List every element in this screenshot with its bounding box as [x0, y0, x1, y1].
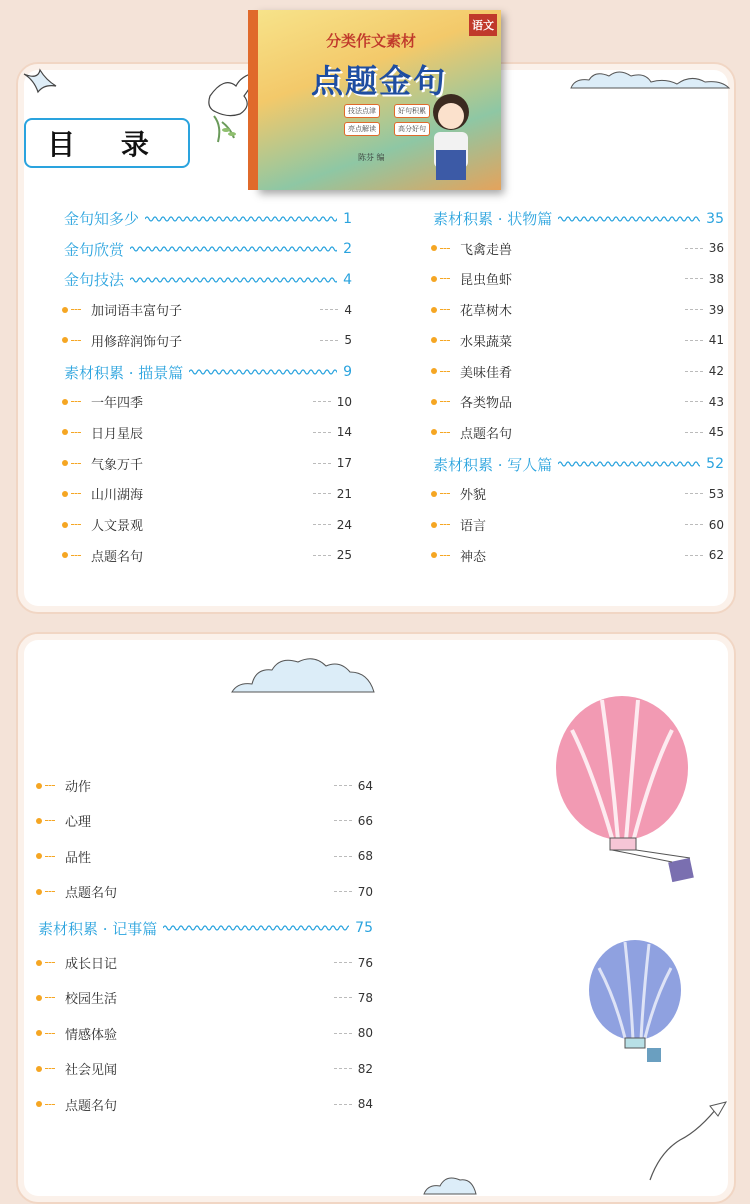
toc-item-label: 加词语丰富句子 — [91, 304, 183, 320]
toc-item[interactable] — [62, 515, 352, 534]
toc-item[interactable] — [36, 776, 373, 795]
toc-page-number: 4 — [344, 302, 352, 317]
toc-page-number: 17 — [336, 456, 352, 471]
page-leader — [334, 1068, 352, 1069]
toc-item[interactable] — [62, 546, 352, 565]
toc-heading-label: 素材积累 · 状物篇 — [433, 210, 553, 228]
toc-item[interactable] — [431, 300, 724, 319]
bullet-icon — [62, 491, 68, 497]
bullet-dash — [45, 1068, 55, 1069]
page-leader — [334, 1033, 352, 1034]
bullet-icon — [36, 995, 42, 1001]
wave-divider — [145, 214, 337, 224]
wave-divider — [189, 367, 337, 377]
toc-page-number: 62 — [708, 548, 724, 563]
toc-item[interactable] — [62, 423, 352, 442]
toc-item[interactable] — [431, 362, 724, 381]
book-badge: 高分好句 — [394, 122, 430, 136]
bullet-icon — [431, 245, 437, 251]
toc-page-number: 84 — [357, 1097, 373, 1112]
bullet-dash — [71, 555, 81, 556]
page-leader — [334, 997, 352, 998]
toc-page-number: 75 — [355, 920, 373, 937]
wave-divider — [558, 214, 700, 224]
toc-page-number: 2 — [343, 241, 352, 258]
toc-item-label: 美味佳肴 — [460, 365, 513, 381]
bullet-icon — [36, 1066, 42, 1072]
toc-item-label: 花草树木 — [460, 304, 513, 320]
toc-title — [24, 118, 190, 168]
bullet-dash — [440, 340, 450, 341]
toc-item[interactable] — [36, 1024, 373, 1043]
bullet-icon — [36, 853, 42, 859]
toc-item[interactable] — [36, 1059, 373, 1078]
girl-reading-illustration — [416, 90, 486, 185]
toc-section-heading[interactable] — [64, 362, 352, 383]
bullet-icon — [431, 399, 437, 405]
bullet-dash — [440, 493, 450, 494]
bullet-dash — [440, 278, 450, 279]
toc-item-label: 语言 — [460, 519, 487, 534]
toc-page-number: 5 — [344, 333, 352, 348]
page-leader — [685, 278, 703, 279]
bullet-dash — [71, 309, 81, 310]
bullet-dash — [71, 524, 81, 525]
toc-item-label: 心理 — [65, 815, 92, 831]
page-leader — [313, 555, 331, 556]
book-subtitle: 分类作文素材 — [326, 32, 417, 50]
toc-item-label: 点题名句 — [65, 886, 118, 902]
page-leader — [320, 309, 338, 310]
wave-line — [124, 244, 343, 254]
toc-page-number: 39 — [708, 302, 724, 317]
toc-heading-label: 金句知多少 — [64, 210, 140, 228]
page-leader — [334, 856, 352, 857]
bullet-icon — [62, 307, 68, 313]
subject-tag: 语文 — [469, 14, 497, 36]
bullet-dash — [71, 463, 81, 464]
bullet-dash — [45, 820, 55, 821]
bullet-icon — [36, 960, 42, 966]
paper-airplane-trail-icon — [640, 1100, 730, 1190]
bullet-icon — [62, 337, 68, 343]
wave-divider — [163, 923, 349, 933]
bullet-dash — [440, 371, 450, 372]
page-leader — [334, 962, 352, 963]
toc-item[interactable] — [431, 331, 724, 350]
wave-line — [552, 459, 706, 469]
page-leader — [685, 248, 703, 249]
page-leader — [334, 1104, 352, 1105]
toc-item[interactable] — [431, 269, 724, 288]
book-spine — [248, 10, 258, 190]
toc-page-number: 53 — [708, 486, 724, 501]
toc-page-number: 4 — [343, 271, 352, 288]
toc-item[interactable] — [431, 239, 724, 258]
bullet-dash — [440, 524, 450, 525]
bullet-icon — [36, 818, 42, 824]
toc-item[interactable] — [36, 811, 373, 830]
page-leader — [685, 524, 703, 525]
toc-page-number: 76 — [357, 955, 373, 970]
bullet-icon — [431, 307, 437, 313]
toc-page-number: 36 — [708, 241, 724, 256]
page-leader — [685, 340, 703, 341]
toc-item[interactable] — [62, 484, 352, 503]
toc-page-number: 43 — [708, 394, 724, 409]
toc-page-number: 66 — [357, 813, 373, 828]
wave-line — [124, 275, 343, 285]
toc-section-heading[interactable] — [38, 918, 373, 939]
toc-item[interactable] — [431, 392, 724, 411]
bullet-dash — [45, 1104, 55, 1105]
toc-page-number: 9 — [343, 364, 352, 380]
bullet-dash — [45, 962, 55, 963]
toc-item[interactable] — [62, 331, 352, 350]
toc-item-label: 情感体验 — [65, 1027, 118, 1043]
toc-title-text: 目 录 — [47, 128, 167, 161]
toc-page-number: 80 — [357, 1026, 373, 1041]
hot-air-balloon-icon — [585, 938, 685, 1068]
toc-item[interactable] — [36, 988, 373, 1007]
toc-page-number: 38 — [708, 271, 724, 286]
bullet-dash — [440, 309, 450, 310]
page-leader — [313, 524, 331, 525]
toc-section-heading[interactable] — [64, 239, 352, 260]
toc-item-label: 用修辞润饰句子 — [91, 334, 183, 350]
toc-item[interactable] — [36, 847, 373, 866]
toc-section-heading[interactable] — [64, 208, 352, 229]
page-leader — [334, 820, 352, 821]
bullet-icon — [431, 337, 437, 343]
wave-divider — [558, 459, 700, 469]
toc-item[interactable] — [62, 300, 352, 319]
bullet-dash — [440, 401, 450, 402]
book-badge: 技法点津 — [344, 104, 380, 118]
toc-item-label: 人文景观 — [91, 519, 144, 534]
toc-page-number: 52 — [706, 456, 724, 473]
book-badge: 好句积累 — [394, 104, 430, 118]
toc-item-label: 山川湖海 — [91, 488, 144, 504]
toc-item-label: 神态 — [460, 549, 487, 565]
cloud-icon — [228, 652, 378, 698]
toc-item-label: 日月星辰 — [91, 426, 144, 442]
bullet-icon — [431, 368, 437, 374]
page-leader — [685, 432, 703, 433]
toc-page-number: 35 — [706, 210, 724, 227]
bullet-icon — [431, 552, 437, 558]
toc-page-number: 24 — [336, 517, 352, 532]
bullet-icon — [36, 783, 42, 789]
toc-item-label: 动作 — [65, 780, 92, 795]
bullet-icon — [431, 276, 437, 282]
bullet-icon — [36, 1101, 42, 1107]
page-leader — [685, 371, 703, 372]
wave-divider — [130, 244, 337, 254]
bullet-icon — [62, 522, 68, 528]
bullet-icon — [36, 1030, 42, 1036]
toc-item[interactable] — [36, 1095, 373, 1114]
bullet-dash — [45, 856, 55, 857]
toc-page-number: 45 — [708, 425, 724, 440]
wave-line — [139, 214, 343, 224]
toc-section-heading[interactable] — [433, 454, 724, 475]
toc-item[interactable] — [431, 423, 724, 442]
cloud-icon — [565, 64, 735, 94]
bullet-dash — [45, 1033, 55, 1034]
toc-item-label: 品性 — [65, 850, 92, 866]
bullet-dash — [71, 340, 81, 341]
page-leader — [685, 401, 703, 402]
page-leader — [334, 785, 352, 786]
page-leader — [313, 463, 331, 464]
toc-item-label: 成长日记 — [65, 957, 118, 972]
bullet-dash — [71, 401, 81, 402]
toc-section-heading[interactable] — [433, 208, 724, 229]
bullet-icon — [36, 889, 42, 895]
toc-page-number: 41 — [708, 333, 724, 348]
wave-line — [183, 367, 343, 377]
toc-item[interactable] — [36, 953, 373, 972]
bullet-icon — [431, 522, 437, 528]
toc-item-label: 昆虫鱼虾 — [460, 273, 513, 289]
bird-icon — [20, 66, 60, 106]
book-badge: 亮点解读 — [344, 122, 380, 136]
toc-item-label: 社会见闻 — [65, 1063, 118, 1079]
bullet-icon — [62, 429, 68, 435]
toc-page-number: 78 — [357, 990, 373, 1005]
page-leader — [320, 340, 338, 341]
book-cover — [256, 10, 501, 190]
toc-item[interactable] — [62, 392, 352, 411]
bullet-icon — [62, 460, 68, 466]
bullet-dash — [71, 432, 81, 433]
toc-item-label: 各类物品 — [460, 396, 513, 412]
toc-item-label: 点题名句 — [65, 1098, 118, 1114]
toc-item-label: 气象万千 — [91, 457, 144, 473]
toc-section-heading[interactable] — [64, 269, 352, 290]
wave-line — [552, 214, 706, 224]
bullet-icon — [62, 552, 68, 558]
toc-heading-label: 素材积累 · 记事篇 — [38, 919, 158, 938]
bullet-dash — [45, 891, 55, 892]
wave-line — [157, 923, 355, 933]
wave-divider — [130, 275, 337, 285]
page-leader — [685, 555, 703, 556]
toc-item[interactable] — [62, 454, 352, 473]
toc-heading-label: 素材积累 · 描景篇 — [64, 363, 184, 382]
page-leader — [685, 493, 703, 494]
page-leader — [334, 891, 352, 892]
toc-page-number: 10 — [336, 394, 352, 409]
book-title: 点题金句 — [311, 62, 448, 100]
toc-page-number: 68 — [357, 849, 373, 864]
toc-heading-label: 金句技法 — [64, 271, 125, 290]
bullet-icon — [431, 491, 437, 497]
bullet-dash — [440, 248, 450, 249]
bullet-dash — [45, 785, 55, 786]
page-leader — [313, 432, 331, 433]
bullet-dash — [71, 493, 81, 494]
book-author: 陈芬 编 — [358, 153, 385, 162]
toc-page-number: 1 — [343, 210, 352, 227]
toc-item-label: 校园生活 — [65, 992, 118, 1008]
toc-item-label: 点题名句 — [91, 549, 144, 565]
bullet-icon — [62, 399, 68, 405]
toc-heading-label: 素材积累 · 写人篇 — [433, 455, 553, 474]
page-leader — [313, 401, 331, 402]
toc-page-number: 14 — [336, 425, 352, 440]
toc-page-number: 25 — [336, 548, 352, 563]
toc-page-number: 70 — [357, 884, 373, 899]
toc-item[interactable] — [36, 882, 373, 901]
toc-item-label: 水果蔬菜 — [460, 334, 513, 350]
page-leader — [313, 493, 331, 494]
toc-page-number: 21 — [336, 486, 352, 501]
cloud-icon — [420, 1166, 480, 1196]
toc-item[interactable] — [431, 515, 724, 534]
toc-heading-label: 金句欣赏 — [64, 240, 125, 259]
toc-page-number: 64 — [357, 778, 373, 793]
toc-item-label: 飞禽走兽 — [460, 242, 513, 258]
toc-page-number: 82 — [357, 1061, 373, 1076]
toc-page-number: 60 — [708, 517, 724, 532]
bullet-icon — [431, 429, 437, 435]
hot-air-balloon-icon — [552, 690, 702, 890]
toc-item-label: 一年四季 — [91, 396, 144, 412]
toc-item-label: 点题名句 — [460, 426, 513, 442]
bullet-dash — [440, 555, 450, 556]
toc-page-number: 42 — [708, 364, 724, 378]
bullet-dash — [440, 432, 450, 433]
bullet-dash — [45, 997, 55, 998]
page-leader — [685, 309, 703, 310]
toc-item[interactable] — [431, 484, 724, 503]
toc-item[interactable] — [431, 546, 724, 565]
toc-item-label: 外貌 — [460, 488, 487, 504]
